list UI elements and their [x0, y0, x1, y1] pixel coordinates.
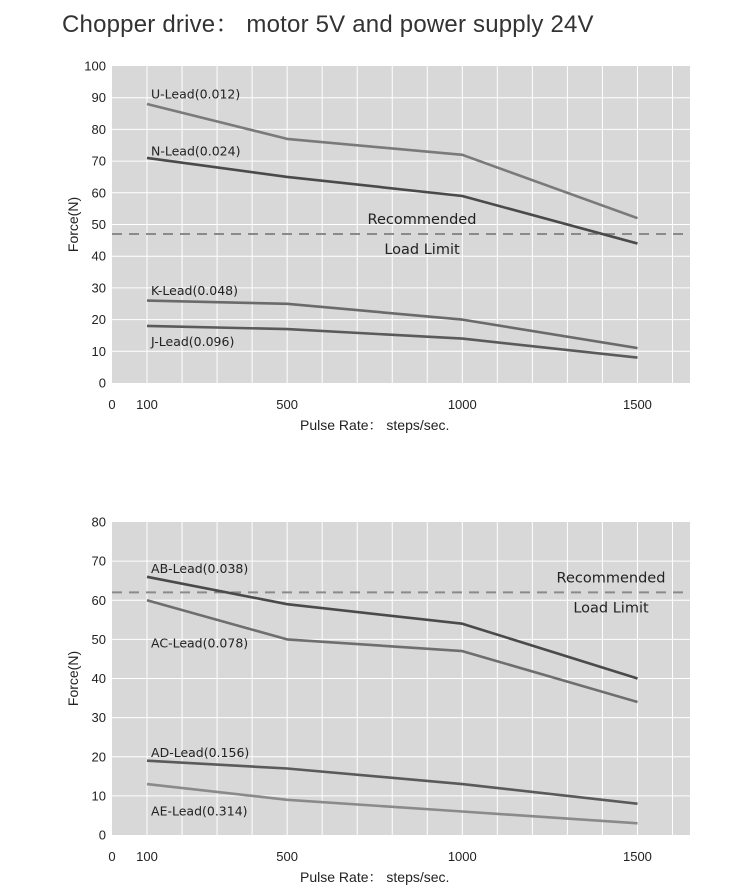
chart2-y-tick-label: 10: [91, 788, 106, 804]
chart1-x-tick-label: 500: [276, 397, 299, 412]
chart1-y-tick-label: 100: [84, 58, 106, 74]
chart2-series-label-4: AE-Lead(0.314): [151, 803, 248, 819]
chart1-series-label-2: N-Lead(0.024): [151, 143, 241, 159]
chart2-y-tick-label: 50: [91, 631, 106, 647]
chart2-y-tick-label: 0: [98, 827, 106, 843]
chart1-load-limit-label: Load Limit: [384, 242, 460, 259]
chart1-x-tick-label: 1500: [622, 397, 652, 412]
chart-bottom: [0, 505, 750, 891]
chart2-x-tick-label: 1500: [622, 849, 652, 864]
chart1-y-tick-label: 50: [91, 217, 106, 232]
chart1-x-tick-label: 1000: [447, 397, 477, 412]
chart1-x-axis-title: Pulse Rate： steps/sec.: [300, 417, 450, 433]
chart1-y-tick-label: 40: [91, 248, 106, 264]
chart2-x-tick-label: 100: [136, 849, 158, 864]
chart1-series-label-3: K-Lead(0.048): [151, 283, 238, 299]
chart2-y-tick-label: 80: [91, 514, 106, 530]
chart1-y-tick-label: 90: [91, 90, 106, 106]
chart2-y-tick-label: 20: [91, 749, 106, 765]
page-title: Chopper drive： motor 5V and power supply 24V: [62, 11, 594, 38]
chart2-series-label-3: AD-Lead(0.156): [151, 744, 250, 760]
chart1-series-label-4: J-Lead(0.096): [151, 333, 235, 349]
chart1-y-tick-label: 30: [91, 280, 106, 296]
chart1-x-tick-label: 100: [136, 397, 158, 412]
chart2-series-label-2: AC-Lead(0.078): [151, 635, 249, 651]
chart1-y-tick-label: 0: [98, 375, 106, 391]
chart2-x-tick-label: 500: [276, 849, 299, 864]
chart2-y-tick-label: 60: [91, 592, 106, 608]
chart1-y-tick-label: 60: [91, 185, 106, 201]
chart1-load-limit-label: Recommended: [367, 212, 477, 229]
chart2-y-tick-label: 40: [91, 671, 106, 686]
chart1-y-tick-label: 70: [91, 153, 106, 169]
chart2-x-axis-title: Pulse Rate： steps/sec.: [300, 869, 450, 885]
chart2-load-limit-label: Recommended: [556, 570, 666, 587]
chart2-load-limit-label: Load Limit: [573, 600, 649, 617]
chart2-series-label-1: AB-Lead(0.038): [151, 560, 249, 576]
chart1-y-tick-label: 10: [91, 343, 106, 359]
chart1-y-tick-label: 20: [91, 312, 106, 328]
chart-top: [0, 50, 750, 440]
chart2-x-tick-label: 0: [108, 849, 116, 864]
chart1-y-tick-label: 80: [91, 121, 106, 137]
chart2-x-tick-label: 1000: [447, 849, 477, 864]
chart2-y-axis-title: Force(N): [65, 650, 81, 707]
chart1-y-axis-title: Force(N): [65, 196, 81, 253]
chart1-x-tick-label: 0: [108, 397, 116, 412]
chart2-y-tick-label: 30: [91, 710, 106, 726]
chart1-series-label-1: U-Lead(0.012): [151, 86, 241, 102]
chart2-y-tick-label: 70: [91, 553, 106, 569]
